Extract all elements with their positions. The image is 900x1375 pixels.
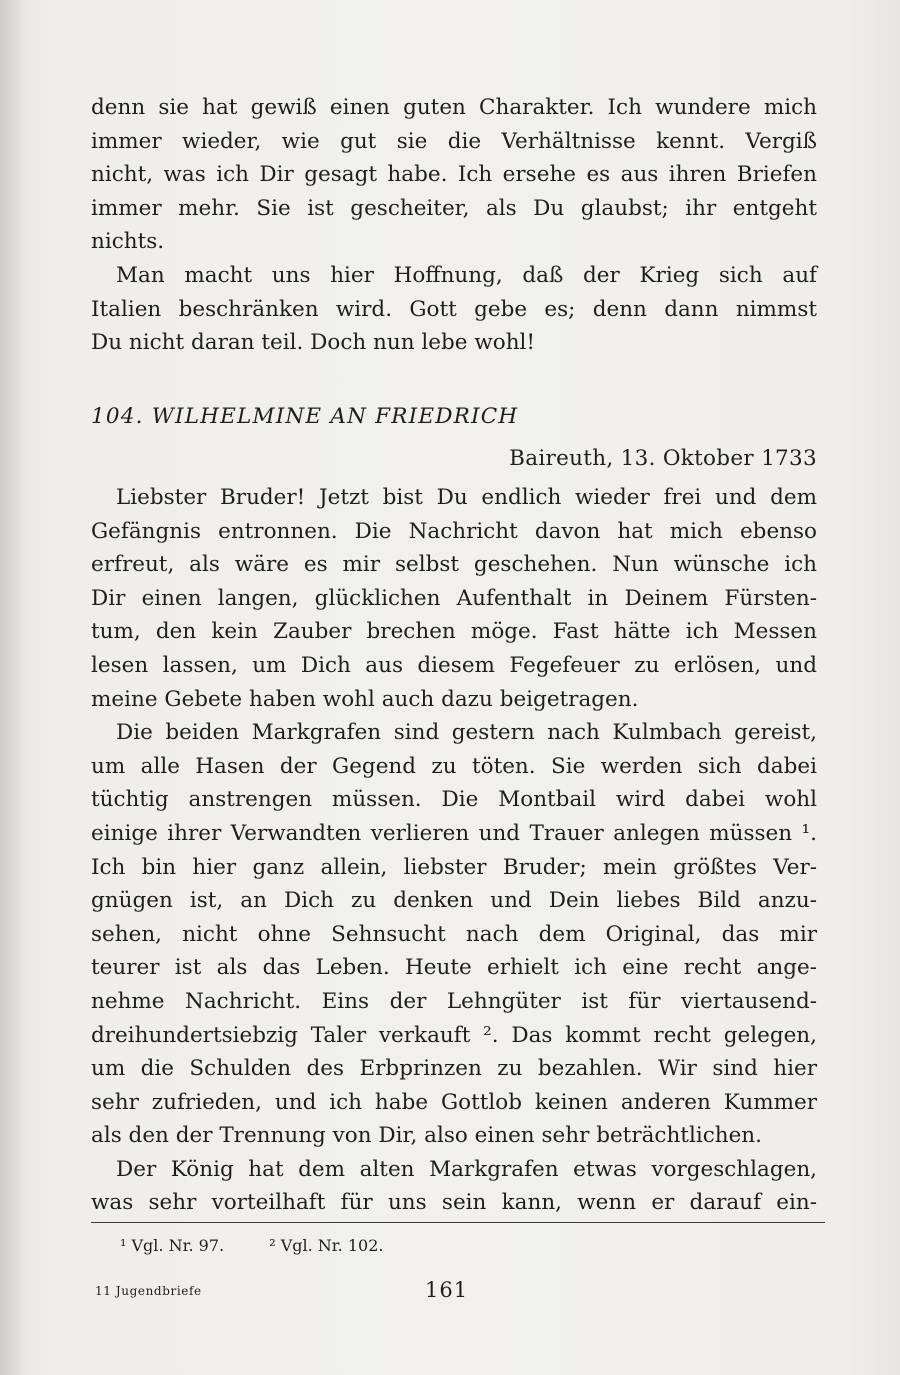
text-line: Gefängnis entronnen. Die Nachricht davon hat mich ebenso [91, 518, 817, 544]
text-line: sehen, nicht ohne Sehnsucht nach dem Original, das mir [91, 921, 817, 947]
text-line: lesen lassen, um Dich aus diesem Fegefeuer zu erlösen, und [91, 652, 817, 678]
text-line: was sehr vorteilhaft für uns sein kann, wenn er darauf ein- [91, 1190, 817, 1216]
text-line: erfreut, als wäre es mir selbst geschehen. Nun wünsche ich [91, 552, 817, 578]
page-number: 161 [425, 1278, 469, 1302]
footnotes [120, 1234, 423, 1258]
text-line: als den der Trennung von Dir, also einen sehr beträchtlichen. [91, 1123, 762, 1149]
text-line: dreihundertsiebzig Taler verkauft ². Das kommt recht gelegen, [91, 1022, 817, 1048]
text-line: tum, den kein Zauber brechen möge. Fast hätte ich Messen [91, 619, 817, 645]
text-line: Liebster Bruder! Jetzt bist Du endlich wieder frei und dem [116, 485, 817, 510]
text-line: um die Schulden des Erbprinzen zu bezahlen. Wir sind hier [91, 1056, 817, 1082]
text-line: meine Gebete haben wohl auch dazu beigetragen. [91, 686, 639, 712]
footnote-2: ² Vgl. Nr. 102. [269, 1236, 384, 1255]
text-line: nichts. [91, 229, 165, 255]
text-line: sehr zufrieden, und ich habe Gottlob keinen anderen Kummer [91, 1089, 817, 1115]
text-line: teurer ist als das Leben. Heute erhielt ich eine recht ange- [91, 955, 817, 981]
letter-heading: 104. WILHELMINE AN FRIEDRICH [91, 404, 519, 429]
text-line: Die beiden Markgrafen sind gestern nach Kulmbach gereist, [116, 720, 817, 746]
text-line: um alle Hasen der Gegend zu töten. Sie werden sich dabei [91, 753, 817, 779]
text-line: nicht, was ich Dir gesagt habe. Ich ersehe es aus ihren Briefen [91, 162, 817, 188]
text-line: immer mehr. Sie ist gescheiter, als Du glaubst; ihr entgeht [91, 195, 817, 221]
text-line: einige ihrer Verwandten verlieren und Trauer anlegen müssen ¹. [91, 820, 817, 846]
text-line: denn sie hat gewiß einen guten Charakter. Ich wundere mich [91, 95, 817, 120]
text-line: tüchtig anstrengen müssen. Die Montbail wird dabei wohl [91, 787, 817, 813]
letter-103-closing-text [91, 91, 817, 360]
text-line: Du nicht daran teil. Doch nun lebe wohl! [91, 330, 536, 356]
printer-signature: 11 Jugendbriefe [95, 1284, 202, 1298]
text-line: Italien beschränken wird. Gott gebe es; denn dann nimmst [91, 296, 817, 322]
text-line: Der König hat dem alten Markgrafen etwas vorgeschlagen, [116, 1156, 817, 1182]
dateline: Baireuth, 13. Oktober 1733 [509, 446, 817, 471]
text-line: Ich bin hier ganz allein, liebster Bruder; mein größtes Ver- [91, 854, 817, 880]
text-line: Man macht uns hier Hoffnung, daß der Krieg sich auf [116, 262, 817, 288]
binding-shadow [0, 0, 26, 1375]
text-line: nehme Nachricht. Eins der Lehngüter ist für viertausend- [91, 988, 817, 1014]
footnote-1: ¹ Vgl. Nr. 97. [120, 1236, 225, 1255]
text-line: Dir einen langen, glücklichen Aufenthalt in Deinem Fürsten- [91, 585, 817, 611]
text-line: gnügen ist, an Dich zu denken und Dein liebes Bild anzu- [91, 888, 817, 914]
footnote-divider [91, 1222, 825, 1223]
text-line: immer wieder, wie gut sie die Verhältnisse kennt. Vergiß [91, 128, 817, 154]
letter-104-body-text [91, 481, 817, 1220]
